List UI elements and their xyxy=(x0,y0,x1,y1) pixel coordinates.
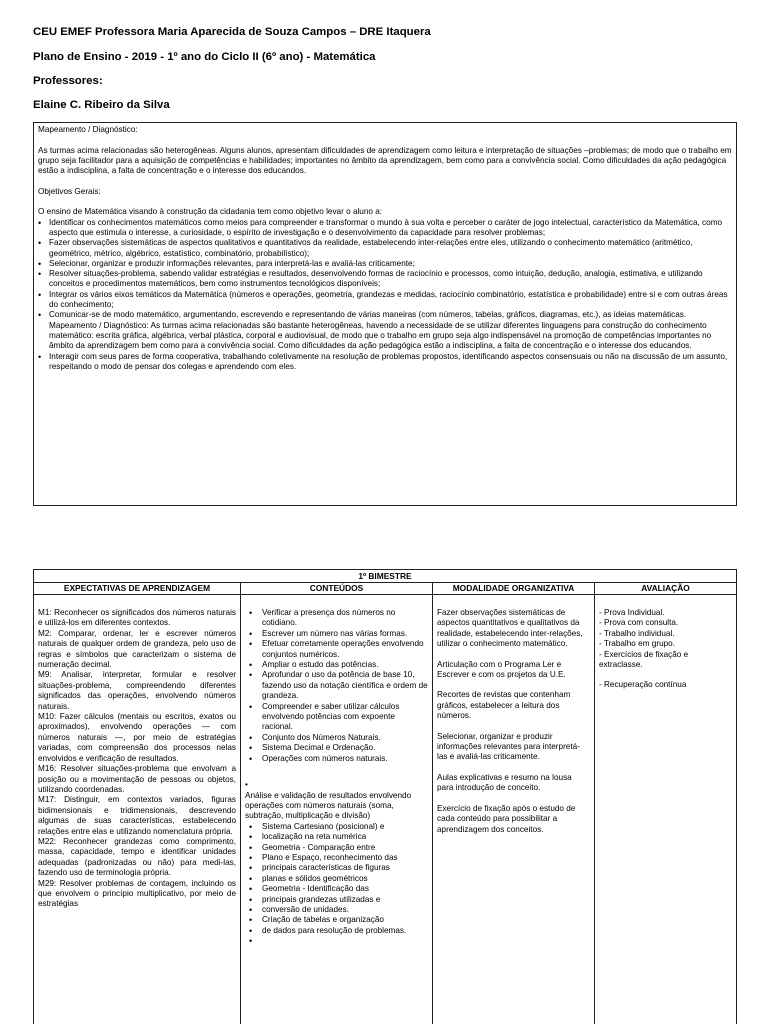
evaluation-cell xyxy=(595,595,736,1024)
expectation-item: M29: Resolver problemas de contagem, incluindo os que envolvem o princípio multiplicativo, por meio de estratégias xyxy=(38,878,236,909)
modality-item: Aulas explicativas e resumo na lousa para introdução de conceito. xyxy=(437,772,572,793)
bimester-title: 1º BIMESTRE xyxy=(34,570,736,583)
teacher-name: Elaine C. Ribeiro da Silva xyxy=(33,99,170,111)
modality-item: Articulação com o Programa Ler e Escrever e com os projetos da U.E. xyxy=(437,659,566,680)
school-title: CEU EMEF Professora Maria Aparecida de Souza Campos – DRE Itaquera xyxy=(33,26,431,38)
teachers-label: Professores: xyxy=(33,75,103,87)
evaluation-item: - Exercícios de fixação e extraclasse. xyxy=(599,649,689,670)
objectives-intro: O ensino de Matemática visando à construção da cidadania tem como objetivo levar o aluno a: xyxy=(38,207,383,217)
contents-list xyxy=(245,608,428,764)
diagnosis-title: Mapeamento / Diagnóstico: xyxy=(38,125,138,134)
content-item: • Operações com números naturais. xyxy=(245,754,428,764)
expectation-item: M2: Comparar, ordenar, ler e escrever números naturais de qualquer ordem de grandeza, pelo uso de regras e símbolos que caracterizam o sistema de numeração decimal. xyxy=(38,628,236,670)
diagnosis-box xyxy=(33,122,737,506)
modality-item: Selecionar, organizar e produzir informações relevantes para interpretá-las e avaliá-las criticamente. xyxy=(437,731,580,762)
contents-list-b xyxy=(245,822,428,936)
expectation-item: M16: Resolver situações-problema que envolvam a posição ou a movimentação de pessoas ou objetos, utilizando coordenadas. xyxy=(38,764,236,794)
content-item: • Sistema Cartesiano (posicional) e xyxy=(245,822,428,832)
content-item: • Verificar a presença dos números no cotidiano. xyxy=(245,608,428,629)
content-item: • Ampliar o estudo das potências. xyxy=(245,660,428,670)
content-item: • Aprofundar o uso da potência de base 10, fazendo uso da notação científica e ordem de grandeza. xyxy=(245,670,428,701)
objective-item: • Integrar os vários eixos temáticos da Matemática (números e operações, geometria, grandezas e medidas, raciocínio combinatório, estatística e probabilidade) entre si e com outras áreas do conhecimento; xyxy=(38,290,732,311)
header-modality: MODALIDADE ORGANIZATIVA xyxy=(433,583,594,595)
bimester-table xyxy=(33,569,737,1024)
plan-title: Plano de Ensino - 2019 - 1º ano do Ciclo II (6º ano) - Matemática xyxy=(33,51,376,63)
evaluation-item: - Trabalho em grupo. xyxy=(599,639,676,649)
objectives-title: Objetivos Gerais: xyxy=(38,186,101,196)
expectation-item: M17: Distinguir, em contextos variados, figuras bidimensionais e tridimensionais, descrevendo algumas de suas características, estabelecendo relações entre elas e utilizando nomenclatura própria. xyxy=(38,795,236,836)
content-item: • principais grandezas utilizadas e xyxy=(245,895,428,905)
content-item: • Compreender e saber utilizar cálculos envolvendo potências com expoente racional. xyxy=(245,702,428,733)
content-item: • de dados para resolução de problemas. xyxy=(245,926,428,936)
modality-item: Recortes de revistas que contenham gráficos, estabelecer a leitura dos números. xyxy=(437,690,571,721)
objective-item: • Fazer observações sistemáticas de aspectos qualitativos e quantitativos da realidade, estabelecendo inter-relações entre eles, utilizando o conhecimento matemático (aritmético, geométrico, métrico, algébrico, estatístico, combinatório, probabilístico); xyxy=(38,238,732,259)
content-item: • conversão de unidades. xyxy=(245,905,428,915)
header-contents: CONTEÚDOS xyxy=(241,583,432,595)
content-item: • Escrever um número nas várias formas. xyxy=(245,629,428,639)
contents-paragraph-text: Análise e validação de resultados envolvendo operações com números naturais (soma, subtração, multiplicação e divisão) xyxy=(245,790,412,821)
header-evaluation: AVALIAÇÃO xyxy=(595,583,736,595)
objective-item: • Interagir com seus pares de forma cooperativa, trabalhando coletivamente na resolução de problemas propostos, identificando aspectos consensuais ou não na discussão de um assunto, respeitando o modo de pensar dos colegas e aprendendo com eles. xyxy=(38,352,732,373)
expectation-item: M22: Reconhecer grandezas como comprimento, massa, capacidade, tempo e identificar unidades adequadas (padronizadas ou não) para medi-las, fazendo uso de terminologia própria. xyxy=(38,836,236,878)
modality-item: Fazer observações sistemáticas de aspectos quantitativos e qualitativos da realidade, estabelecendo inter-relações, utilizar o conhecimento matemático. xyxy=(437,608,583,649)
content-item: • Efetuar corretamente operações envolvendo conjuntos numéricos. xyxy=(245,639,428,660)
expectation-item: M1: Reconhecer os significados dos números naturais e utilizá-los em diferentes contextos. xyxy=(38,608,236,628)
evaluation-item: - Prova Individual. xyxy=(599,608,665,617)
evaluation-item: - Recuperação contínua xyxy=(599,680,687,690)
expectations-cell xyxy=(34,595,240,1024)
contents-paragraph: • Análise e validação de resultados envolvendo operações com números naturais (soma, subtração, multiplicação e divisão) xyxy=(245,780,412,821)
content-item: • principais características de figuras xyxy=(245,863,428,873)
objective-item: • Identificar os conhecimentos matemáticos como meios para compreender e transformar o mundo à sua volta e perceber o caráter de jogo intelectual, característico da Matemática, como aspecto que estimula o interesse, a curiosidade, o espírito de investigação e o desenvolvimento da capacidade para resolver problemas; xyxy=(38,218,732,239)
expectation-item: M9: Analisar, interpretar, formular e resolver situações-problema, compreendendo diferentes significados das operações, envolvendo números naturais. xyxy=(38,670,236,711)
content-item: • Geometria - Identificação das xyxy=(245,884,428,894)
objective-item: • Resolver situações-problema, sabendo validar estratégias e resultados, desenvolvendo formas de raciocínio e processos, como intuição, dedução, analogia, estimativa, e utilizando conceitos e procedimentos matemáticos, bem como instrumentos tecnológicos disponíveis; xyxy=(38,269,732,290)
content-item: • Geometria - Comparação entre xyxy=(245,843,428,853)
evaluation-item: - Trabalho individual. xyxy=(599,628,675,638)
modality-item: Exercício de fixação após o estudo de cada conteúdo para possibilitar a aprendizagem dos conceitos. xyxy=(437,803,576,834)
expectation-item: M10: Fazer cálculos (mentais ou escritos, exatos ou aproximados), envolvendo operações — com números naturais —, por meio de estratégias variadas, com compreensão dos processos nelas envolvidos e verificação de resultados. xyxy=(38,712,236,763)
content-item: • localização na reta numérica xyxy=(245,832,428,842)
contents-cell xyxy=(241,595,432,1024)
content-item: • Sistema Decimal e Ordenação. xyxy=(245,743,428,753)
content-item: • Criação de tabelas e organização xyxy=(245,915,428,925)
modality-cell xyxy=(433,595,594,1024)
content-item: • Conjunto dos Números Naturais. xyxy=(245,733,428,743)
objectives-list xyxy=(38,218,732,372)
objective-item: • Selecionar, organizar e produzir informações relevantes, para interpretá-las e avaliá-las criticamente; xyxy=(38,259,732,269)
content-item: • Plano e Espaço, reconhecimento das xyxy=(245,853,428,863)
header-expectations: EXPECTATIVAS DE APRENDIZAGEM xyxy=(34,583,240,595)
diagnosis-text: As turmas acima relacionadas são heterogêneas. Alguns alunos, apresentam dificuldades de aprendizagem como leitura e interpretação de situações –problemas; de modo que o trabalho em grupo seja facilitador para a aquisição de competências e habilidades; importantes no âmbito da aprendizagem, bem como para a convivência social. Como dificuldades da ação pedagógica estão a indisciplina, a falta de concentração e o interesse dos educandos. xyxy=(38,145,732,176)
content-item: • planas e sólidos geométricos xyxy=(245,874,428,884)
evaluation-item: - Prova com consulta. xyxy=(599,618,679,628)
objective-item: • Comunicar-se de modo matemático, argumentando, escrevendo e representando de várias maneiras (com números, tabelas, gráficos, diagramas, etc.), as ideias matemáticas. Mapeamento / Diagnóstico: As turmas acima relacionadas são bastante heterogêneas, havendo a necessidade de se utilizar diferentes linguagens para construção do conhecimento matemático: escrita gráfica, algébrica, verbal plástica, corporal e audiovisual, de modo que o trabalho em grupo seja algo indispensável na promoção de competências importantes no âmbito da aprendizagem bem como para a convivência social. Como dificuldades da ação pedagógica estão a indisciplina, a falta de concentração e o interesse dos educandos. xyxy=(38,310,732,351)
